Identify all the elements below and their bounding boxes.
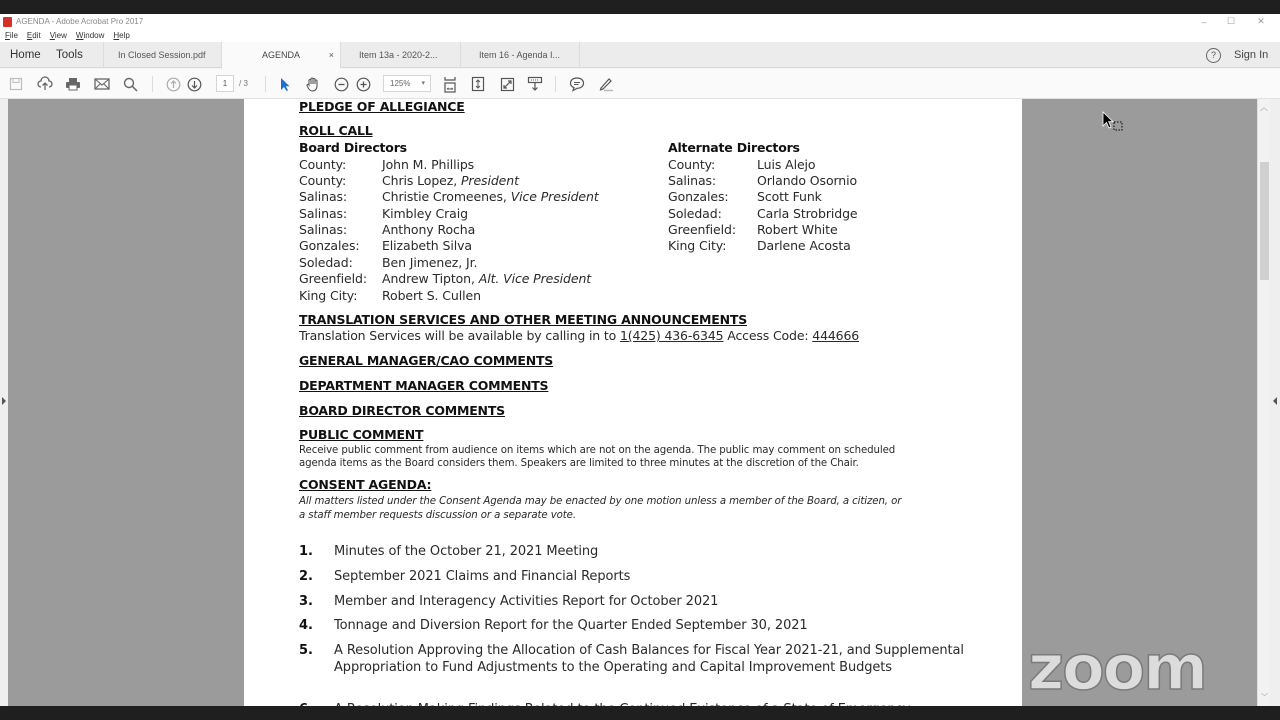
next-page-icon[interactable] [185,75,203,93]
menu-window[interactable]: Window [75,31,105,40]
tab-item-13a[interactable]: Item 13a - 2020-2... [340,42,460,68]
public-comment-line: agenda items as the Board considers them. Speakers are limited to three minutes at the discretion of the Chair. [299,458,859,469]
heading-dept-comments: DEPARTMENT MANAGER COMMENTS [299,378,549,393]
menu-file[interactable]: File [5,31,18,40]
toolbar-divider [555,76,556,92]
expand-left-panel-icon [2,397,6,405]
zoom-in-icon[interactable] [354,75,372,93]
vertical-scrollbar[interactable] [1257,99,1270,706]
alternate-directors-heading: Alternate Directors [668,140,800,155]
previous-page-icon[interactable] [164,75,182,93]
select-arrow-icon[interactable] [276,75,294,93]
close-tab-icon[interactable]: × [328,50,334,60]
close-window-button[interactable]: ✕ [1257,16,1265,26]
public-comment-line: Receive public comment from audience on items which are not on the agenda. The public may comment on scheduled [299,445,896,456]
access-code: 444666 [812,328,860,343]
consent-agenda-note: All matters listed under the Consent Agenda may be enacted by one motion unless a member of the Board, a citizen, or [299,496,902,507]
tab-bar [0,42,1280,68]
toolbar-divider [152,76,153,92]
read-mode-icon[interactable] [526,75,544,93]
tab-tools[interactable]: Tools [56,49,83,61]
heading-gm-comments: GENERAL MANAGER/CAO COMMENTS [299,353,554,368]
window-title: AGENDA - Adobe Acrobat Pro 2017 [16,17,144,26]
page-total: / 3 [239,79,248,88]
acrobat-window [0,14,1280,706]
comment-icon[interactable] [568,75,586,93]
save-icon[interactable] [7,75,25,93]
title-bar [0,14,1280,29]
tab-item-16[interactable]: Item 16 - Agenda I... [460,42,580,68]
tab-in-closed-session[interactable]: In Closed Session.pdf [103,42,221,68]
heading-consent-agenda: CONSENT AGENDA: [299,477,432,492]
scroll-up-icon[interactable]: ︿ [1260,103,1268,112]
page-number-input[interactable]: 1 [216,75,234,92]
sign-in-link[interactable]: Sign In [1234,49,1269,61]
acrobat-app-icon [3,17,12,27]
screen-bottom-bar [0,706,1280,720]
heading-board-comments: BOARD DIRECTOR COMMENTS [299,403,505,418]
zoom-level-dropdown[interactable]: 125% ▾ [383,75,431,92]
menu-help[interactable]: Help [113,31,130,40]
heading-public-comment: PUBLIC COMMENT [299,427,424,442]
expand-right-panel-icon [1273,397,1277,405]
heading-pledge: PLEDGE OF ALLEGIANCE [299,99,465,114]
toolbar [0,69,1280,99]
highlight-pen-icon[interactable] [597,75,615,93]
help-icon[interactable]: ? [1206,48,1221,63]
mouse-cursor-icon [1102,111,1128,140]
full-screen-icon[interactable] [498,75,516,93]
left-panel-toggle[interactable] [0,99,8,706]
email-icon[interactable] [93,75,111,93]
phone-number-link[interactable]: 1(425) 436-6345 [619,328,724,343]
scrollbar-thumb[interactable] [1260,162,1269,280]
menu-bar [0,29,1280,42]
board-directors-heading: Board Directors [299,140,407,155]
screen-top-bar [0,0,1280,14]
minimize-button[interactable]: – [1201,16,1207,27]
chevron-down-icon: ▾ [421,80,425,87]
pdf-page: PLEDGE OF ALLEGIANCE ROLL CALL Board Directors County: John M. Phillips County: Chris Lopez, President Salinas: Christie Cromeenes, Vice President Salinas: Kimbley Craig Salinas: Anthony Rocha Gonzales: Elizabeth Silva Soledad: Ben Jimenez, Jr. Greenfield: Andrew Tipton, Alt. Vice President King City: Robert S. Cullen Alternate Directors County: Luis Alejo Salinas: Orlando Osornio Gonzales: Scott Funk Soledad: Carla Strobridge Greenfield: Robert White King City: Darlene Acosta TRANSLATION SERVICES AND OTHER MEETING ANNOUNCEMENTS Translation Services will be available by calling in to 1(425) 436-6345 Access Code: 444666 GENERAL MANAGER/CAO COMMENTS DEPARTMENT MANAGER COMMENTS BOARD DIRECTOR COMMENTS PUBLIC COMMENT Receive public comment from audience on items which are not on the agenda. The public may comment on scheduled agenda items as the Board considers them. Speakers are limited to three minutes at the discretion of the Chair. CONSENT AGENDA: All matters listed under the Consent Agenda may be enacted by one motion unless a member of the Board, a citizen, or a staff member requests discussion or a separate vote. 1. Minutes of the October 21, 2021 Meeting 2. September 2021 Claims and Financial Reports 3. Member and Interagency Activities Report for October 2021 4. Tonnage and Diversion Report for the Quarter Ended September 30, 2021 5. A Resolution Approving the Allocation of Cash Balances for Fiscal Year 2021-21, and Supplemental Appropriation to Fund Adjustments to the Operating and Capital Improvement Budgets [244,99,1022,706]
menu-view[interactable]: View [49,31,67,40]
print-icon[interactable] [64,75,82,93]
scrolling-mode-icon[interactable] [469,75,487,93]
tab-agenda[interactable]: AGENDA × [221,42,340,69]
toolbar-divider [265,76,266,92]
tab-home[interactable]: Home [10,49,41,61]
consent-agenda-note: a staff member requests discussion or a separate vote. [299,510,576,521]
scroll-down-icon[interactable]: ﹀ [1261,694,1268,701]
fit-page-icon[interactable] [441,75,459,93]
heading-roll-call: ROLL CALL [299,123,373,138]
menu-edit[interactable]: Edit [26,31,41,40]
translation-text: Translation Services will be available by calling in to 1(425) 436-6345 Access Code: 444666 [299,328,860,343]
maximize-button[interactable]: ☐ [1226,16,1236,26]
right-panel-toggle[interactable] [1270,99,1280,706]
hand-tool-icon[interactable] [304,75,322,93]
upload-cloud-icon[interactable] [36,75,54,93]
search-icon[interactable] [121,75,139,93]
heading-translation-services: TRANSLATION SERVICES AND OTHER MEETING ANNOUNCEMENTS [299,312,748,327]
zoom-out-icon[interactable] [332,75,350,93]
zoom-watermark: zoom [1028,631,1206,704]
